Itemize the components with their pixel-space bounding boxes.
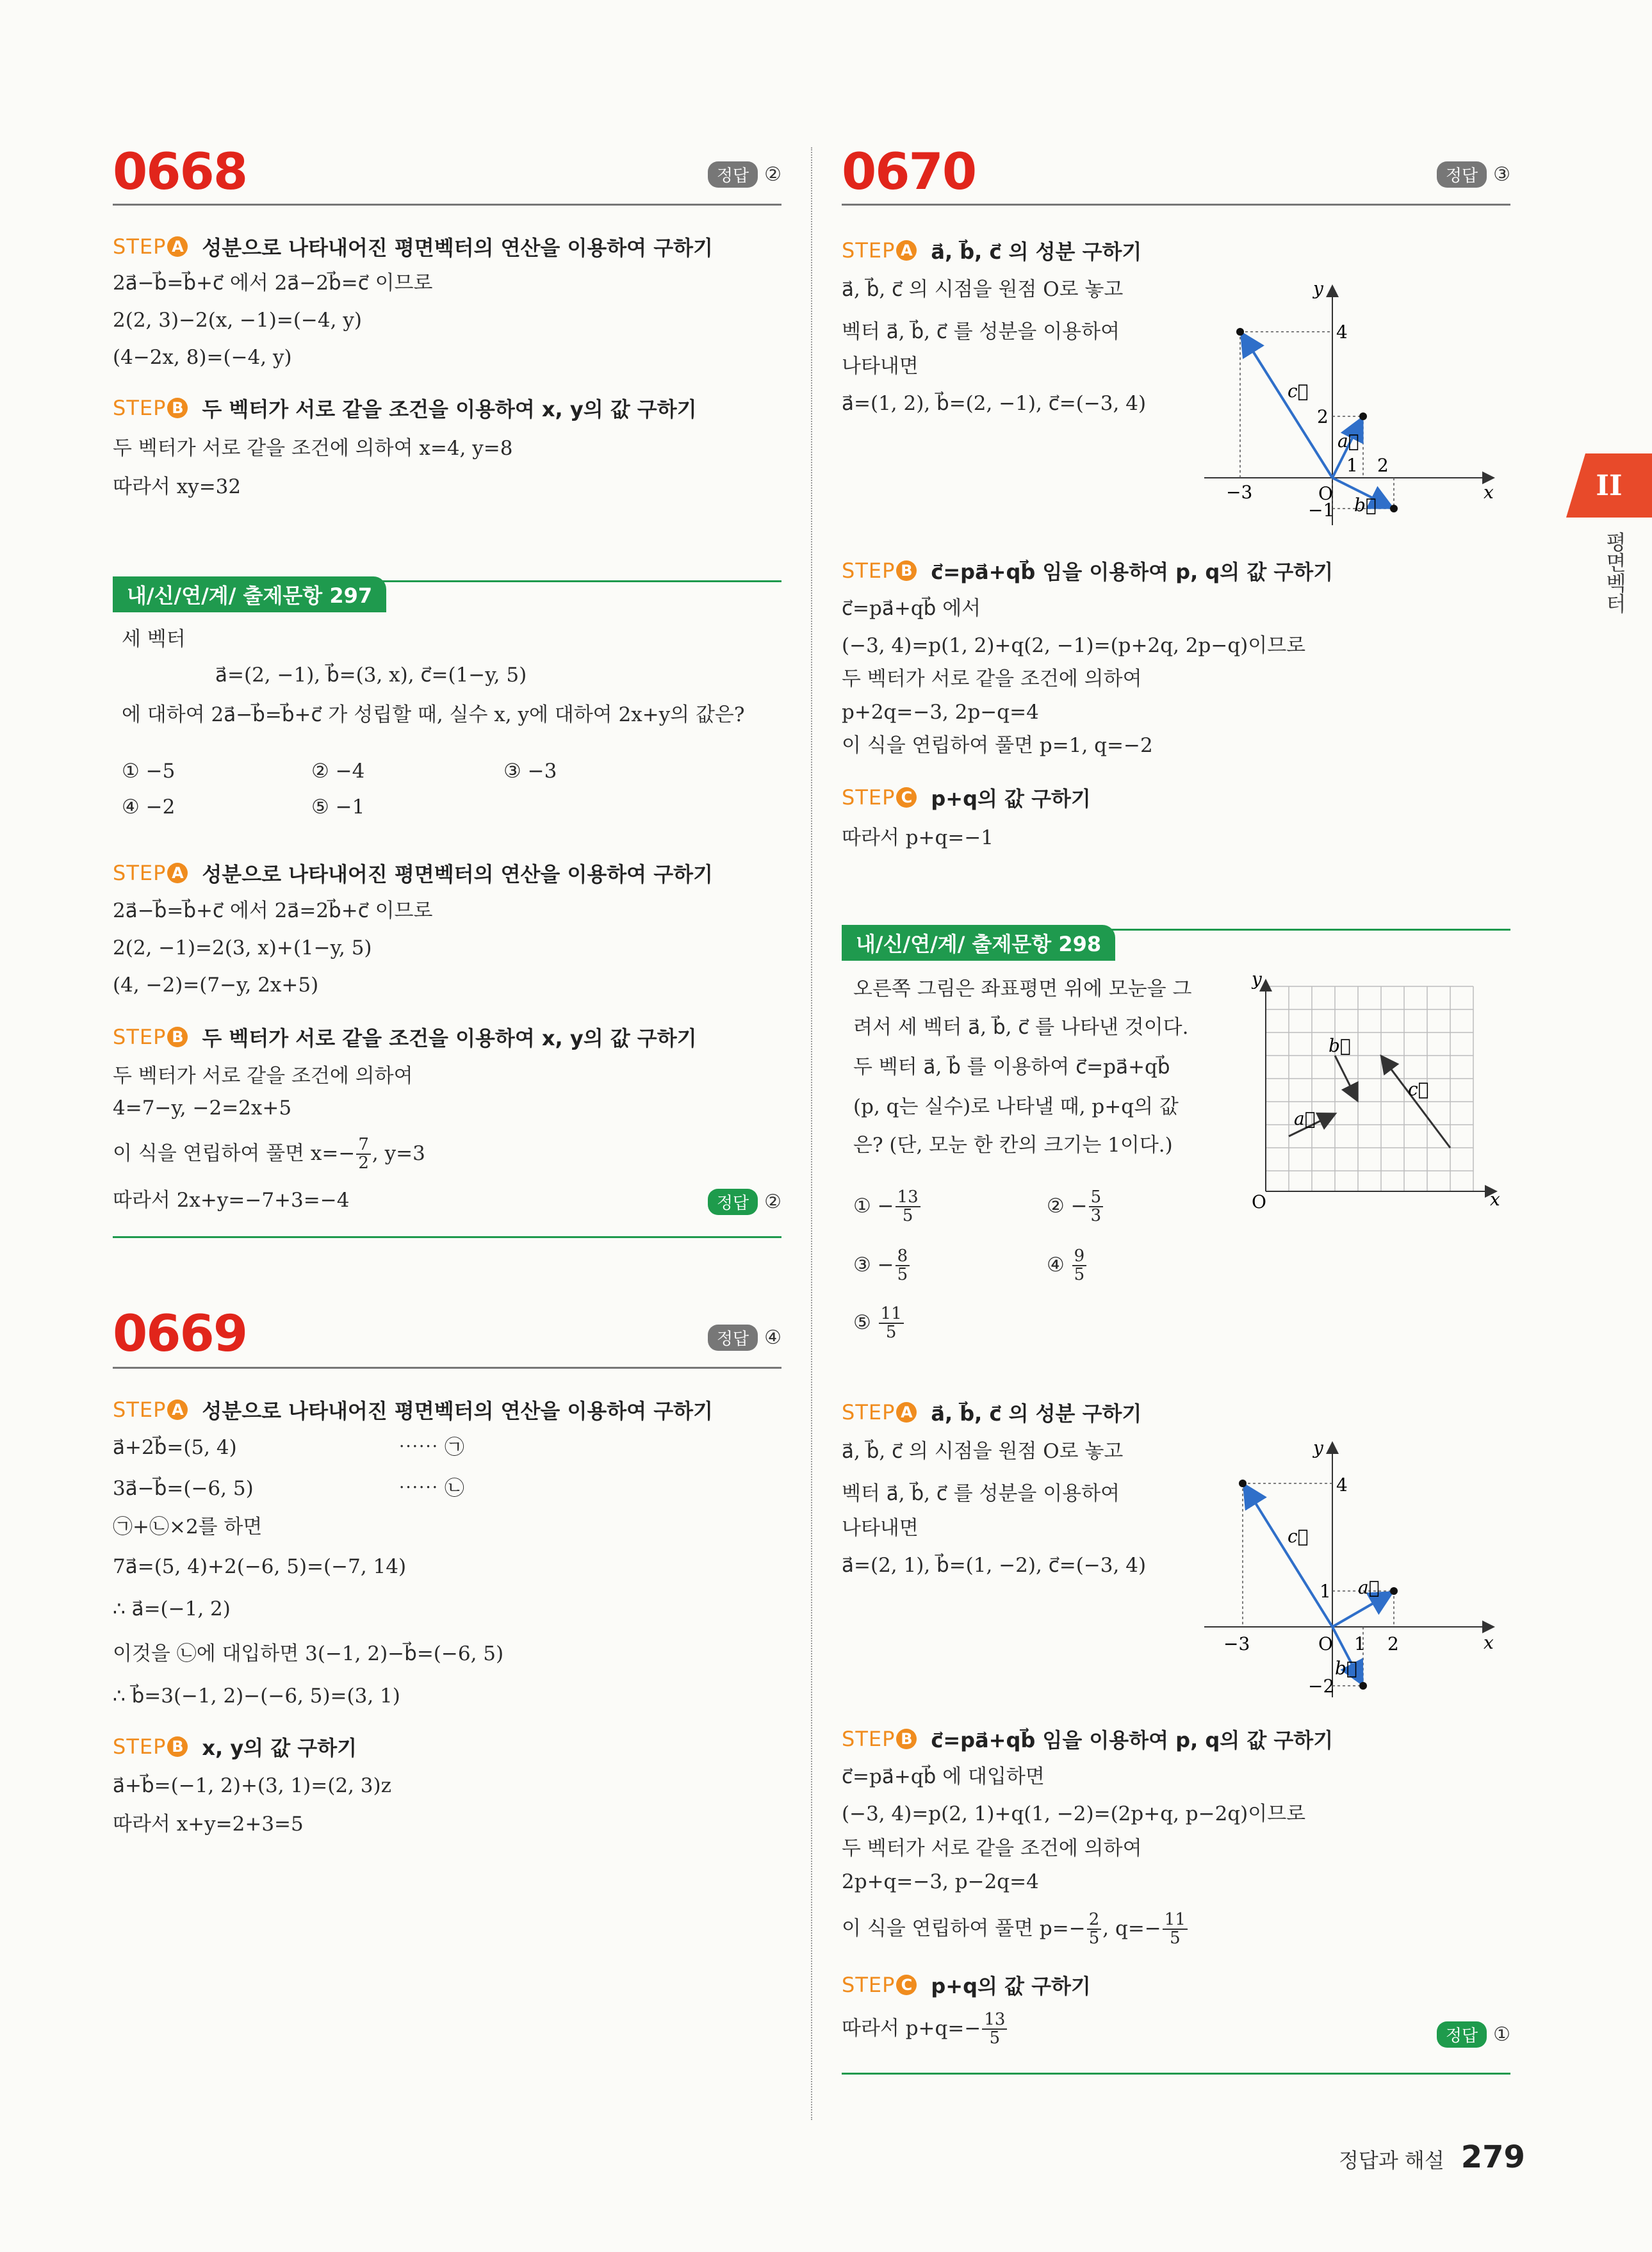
step-label: STEP xyxy=(842,238,896,263)
question-line: 오른쪽 그림은 좌표평면 위에 모눈을 그 xyxy=(853,977,1192,1000)
answer-value: ① xyxy=(1493,2023,1510,2046)
choice-4[interactable]: ④ −2 xyxy=(122,796,176,819)
step-b xyxy=(842,556,1333,585)
step-letter: A xyxy=(167,236,188,257)
step-a xyxy=(842,236,1141,265)
choice-2[interactable] xyxy=(1047,1189,1104,1225)
tick-label: 4 xyxy=(1336,322,1348,343)
question-line: 두 벡터 a⃗, b⃗ 를 이용하여 c⃗=pa⃗+qb⃗ xyxy=(853,1056,1170,1079)
chapter-label: 평면벡터 xyxy=(1603,532,1627,614)
step-label: STEP xyxy=(113,1398,167,1422)
point xyxy=(1390,505,1398,512)
step-label: STEP xyxy=(113,1025,167,1049)
choice-3[interactable]: ③ −3 xyxy=(503,760,557,783)
step-letter: A xyxy=(167,863,188,883)
solution-line: a⃗=(2, 1), b⃗=(1, −2), c⃗=(−3, 4) xyxy=(842,1554,1147,1577)
solution-line: 따라서 p+q=−1 xyxy=(842,826,994,849)
answer-value: ② xyxy=(764,163,781,186)
sign: − xyxy=(1070,1194,1088,1218)
answer-value: ③ xyxy=(1493,163,1510,186)
step-label: STEP xyxy=(842,559,896,583)
step-label: STEP xyxy=(842,1973,896,1997)
choice-5[interactable]: ⑤ −1 xyxy=(311,796,365,819)
numerator: 13 xyxy=(982,2011,1007,2030)
tick-label: 4 xyxy=(1336,1474,1348,1496)
fraction xyxy=(356,1136,371,1173)
origin-label: O xyxy=(1318,1633,1333,1654)
vector-a-label: a⃗ xyxy=(1294,1108,1316,1129)
step-title: 성분으로 나타내어진 평면벡터의 연산을 이용하여 구하기 xyxy=(202,1399,713,1423)
step-letter: C xyxy=(896,1975,917,1995)
choice-1[interactable]: ① −5 xyxy=(122,760,176,783)
step-letter: B xyxy=(896,1729,917,1749)
step-letter: A xyxy=(896,1402,917,1423)
question-line: 려서 세 벡터 a⃗, b⃗, c⃗ 를 나타낸 것이다. xyxy=(853,1016,1189,1039)
tick-label: 1 xyxy=(1320,1581,1331,1602)
x-label: x xyxy=(1484,482,1494,503)
step-title: p+q의 값 구하기 xyxy=(931,787,1091,811)
y-label: y xyxy=(1313,278,1323,299)
step-title: c⃗=pa⃗+qb⃗ 임을 이용하여 p, q의 값 구하기 xyxy=(931,1728,1334,1752)
problem-number: 0668 xyxy=(113,143,247,201)
tick-label: 2 xyxy=(1377,455,1389,476)
solution-line xyxy=(842,2011,1008,2048)
step-letter: B xyxy=(167,1027,188,1047)
denominator: 5 xyxy=(1074,1265,1085,1285)
chapter-tab[interactable]: II xyxy=(1566,453,1652,518)
tick-label: 1 xyxy=(1354,1633,1366,1654)
solution-line: a⃗=(1, 2), b⃗=(2, −1), c⃗=(−3, 4) xyxy=(842,392,1147,415)
solution-line: c⃗=pa⃗+qb⃗ 에 대입하면 xyxy=(842,1765,1045,1788)
solution-line: a⃗+2b⃗=(5, 4) xyxy=(113,1436,237,1459)
title-rule xyxy=(113,1367,781,1369)
solution-line: 따라서 2x+y=−7+3=−4 xyxy=(113,1189,350,1212)
step-title: c⃗=pa⃗+qb⃗ 임을 이용하여 p, q의 값 구하기 xyxy=(931,560,1334,584)
tick-label: −3 xyxy=(1223,1633,1250,1654)
fraction xyxy=(1163,1911,1188,1948)
numerator: 7 xyxy=(356,1136,371,1155)
answer-tag: 정답 xyxy=(1437,2021,1487,2048)
step-label: STEP xyxy=(113,861,167,885)
step-a xyxy=(842,1398,1141,1427)
vector-b-label: b⃗ xyxy=(1335,1658,1357,1679)
numerator: 5 xyxy=(1089,1189,1104,1207)
denominator: 5 xyxy=(1170,1929,1181,1948)
solution-line: 두 벡터가 서로 같을 조건에 의하여 xyxy=(842,1837,1142,1860)
step-a xyxy=(113,1395,713,1424)
vector-a-label: a⃗ xyxy=(1358,1577,1380,1598)
step-label: STEP xyxy=(113,234,167,259)
point xyxy=(1359,412,1367,420)
fraction xyxy=(1089,1189,1104,1225)
problem-number: 0670 xyxy=(842,143,976,201)
denominator: 2 xyxy=(358,1154,369,1173)
fraction xyxy=(1072,1248,1087,1284)
solution-line: ∴ a⃗=(−1, 2) xyxy=(113,1597,231,1620)
solution-line: p+2q=−3, 2p−q=4 xyxy=(842,701,1039,724)
step-letter: A xyxy=(896,240,917,261)
step-b xyxy=(113,1022,697,1052)
vector-b-label: b⃗ xyxy=(1354,494,1377,516)
numerator: 11 xyxy=(1163,1911,1188,1930)
step-title: x, y의 값 구하기 xyxy=(202,1736,357,1760)
step-c xyxy=(842,1970,1091,2000)
tick-label: −1 xyxy=(1308,500,1335,521)
section-end-rule xyxy=(842,2073,1510,2075)
text: 이 식을 연립하여 풀면 p=− xyxy=(842,1916,1086,1940)
answer-badge xyxy=(1437,161,1510,188)
answer-tag: 정답 xyxy=(708,161,758,188)
section-end-rule xyxy=(113,1236,781,1238)
text: , y=3 xyxy=(372,1141,425,1165)
vector-c xyxy=(1245,1487,1332,1627)
step-title: 성분으로 나타내어진 평면벡터의 연산을 이용하여 구하기 xyxy=(202,862,713,886)
answer-value: ④ xyxy=(764,1326,781,1349)
solution-line: (−3, 4)=p(1, 2)+q(2, −1)=(p+2q, 2p−q)이므로 xyxy=(842,634,1306,657)
vector-graph-0670 xyxy=(1198,275,1505,532)
step-letter: A xyxy=(167,1399,188,1420)
step-label: STEP xyxy=(842,785,896,810)
choice-mark: ① xyxy=(853,1194,871,1218)
solution-line: 2a⃗−b⃗=b⃗+c⃗ 에서 2a⃗=2b⃗+c⃗ 이므로 xyxy=(113,899,433,922)
x-label: x xyxy=(1484,1632,1494,1653)
equation-mark: ⋯⋯ ㉡ xyxy=(398,1477,464,1500)
problem-number: 0669 xyxy=(113,1305,247,1363)
solution-line: 이 식을 연립하여 풀면 p=1, q=−2 xyxy=(842,734,1153,757)
denominator: 5 xyxy=(989,2028,1001,2048)
solution-line xyxy=(113,1136,425,1173)
solution-line: 2(2, −1)=2(3, x)+(1−y, 5) xyxy=(113,936,372,959)
vector-b xyxy=(1335,1056,1357,1099)
vector-a-label: a⃗ xyxy=(1337,430,1359,452)
solution-line: 2(2, 3)−2(x, −1)=(−4, y) xyxy=(113,309,362,332)
step-label: STEP xyxy=(842,1400,896,1424)
fraction xyxy=(1087,1911,1102,1948)
fraction xyxy=(879,1305,904,1342)
choice-mark: ④ xyxy=(1047,1253,1065,1277)
solution-line: 4=7−y, −2=2x+5 xyxy=(113,1097,292,1120)
answer-tag: 정답 xyxy=(1437,161,1487,188)
origin-label: O xyxy=(1252,1191,1266,1211)
tick-label: −3 xyxy=(1226,482,1253,503)
step-title: 성분으로 나타내어진 평면벡터의 연산을 이용하여 구하기 xyxy=(202,236,713,260)
vector-c xyxy=(1382,1057,1450,1148)
answer-tag: 정답 xyxy=(708,1189,758,1215)
solution-line: ∴ b⃗=3(−1, 2)−(−6, 5)=(3, 1) xyxy=(113,1685,400,1708)
choice-3[interactable] xyxy=(853,1248,911,1284)
step-letter: C xyxy=(896,787,917,808)
solution-line: 두 벡터가 서로 같을 조건에 의하여 x=4, y=8 xyxy=(113,437,513,460)
point xyxy=(1239,1480,1247,1487)
solution-line: 이것을 ㉡에 대입하면 3(−1, 2)−b⃗=(−6, 5) xyxy=(113,1642,504,1665)
step-b xyxy=(113,393,697,423)
solution-line: (−3, 4)=p(2, 1)+q(1, −2)=(2p+q, p−2q)이므로 xyxy=(842,1802,1306,1825)
answer-badge xyxy=(708,1325,781,1351)
tick-label: 2 xyxy=(1317,406,1329,427)
step-title: a⃗, b⃗, c⃗ 의 성분 구하기 xyxy=(931,1401,1142,1426)
y-label: y xyxy=(1313,1437,1323,1458)
choice-mark: ② xyxy=(1047,1194,1065,1218)
step-a xyxy=(113,232,713,261)
solution-line: a⃗, b⃗, c⃗ 의 시점을 원점 O로 놓고 xyxy=(842,278,1124,301)
question-line: a⃗=(2, −1), b⃗=(3, x), c⃗=(1−y, 5) xyxy=(215,664,527,687)
step-title: a⃗, b⃗, c⃗ 의 성분 구하기 xyxy=(931,240,1142,264)
fraction xyxy=(982,2011,1007,2048)
solution-line: 따라서 xy=32 xyxy=(113,475,241,498)
y-label: y xyxy=(1252,974,1262,990)
answer-badge xyxy=(708,161,781,188)
text: 따라서 p+q=− xyxy=(842,2016,981,2040)
solution-line: 두 벡터가 서로 같을 조건에 의하여 xyxy=(842,667,1142,690)
origin-label: O xyxy=(1318,483,1333,504)
question-line: 에 대하여 2a⃗−b⃗=b⃗+c⃗ 가 성립할 때, 실수 x, y에 대하여 2x+y의 값은? xyxy=(122,703,745,726)
choice-1[interactable] xyxy=(853,1189,922,1225)
step-label: STEP xyxy=(113,1734,167,1759)
choice-2[interactable]: ② −4 xyxy=(311,760,365,783)
step-c xyxy=(842,783,1091,812)
numerator: 9 xyxy=(1072,1248,1087,1266)
step-letter: B xyxy=(167,398,188,418)
step-letter: B xyxy=(896,560,917,581)
vector-c-label: c⃗ xyxy=(1288,380,1309,402)
sign: − xyxy=(877,1253,894,1277)
step-title: 두 벡터가 서로 같을 조건을 이용하여 x, y의 값 구하기 xyxy=(202,397,697,421)
solution-line: ㉠+㉡×2를 하면 xyxy=(113,1515,263,1538)
vector-c-label: c⃗ xyxy=(1408,1079,1429,1100)
x-label: x xyxy=(1490,1189,1500,1210)
solution-line: 2p+q=−3, p−2q=4 xyxy=(842,1870,1039,1893)
title-rule xyxy=(113,204,781,206)
step-b xyxy=(842,1724,1333,1754)
text: 이 식을 연립하여 풀면 x=− xyxy=(113,1141,356,1165)
solution-line: 3a⃗−b⃗=(−6, 5) xyxy=(113,1477,254,1500)
tick-label: −2 xyxy=(1308,1676,1335,1697)
solution-line: (4−2x, 8)=(−4, y) xyxy=(113,346,292,369)
answer-badge xyxy=(1437,2021,1510,2048)
step-label: STEP xyxy=(113,396,167,420)
page-footer xyxy=(1339,2139,1525,2175)
question-line: (p, q는 실수)로 나타낼 때, p+q의 값 xyxy=(853,1095,1179,1118)
fraction xyxy=(896,1248,910,1284)
fraction xyxy=(896,1189,920,1225)
vector-graph-298 xyxy=(1198,1435,1505,1704)
vector-a xyxy=(1332,1594,1390,1627)
vector-c-label: c⃗ xyxy=(1288,1526,1309,1547)
solution-line: 나타내면 xyxy=(842,1517,919,1540)
footer-text: 정답과 해설 xyxy=(1339,2148,1444,2173)
solution-line: a⃗+b⃗=(−1, 2)+(3, 1)=(2, 3)z xyxy=(113,1774,391,1797)
solution-line: 나타내면 xyxy=(842,355,919,378)
equation-mark: ⋯⋯ ㉠ xyxy=(398,1436,464,1459)
question-line: 은? (단, 모눈 한 칸의 크기는 1이다.) xyxy=(853,1134,1173,1157)
solution-line: 두 벡터가 서로 같을 조건에 의하여 xyxy=(113,1065,413,1088)
denominator: 3 xyxy=(1090,1206,1102,1226)
denominator: 5 xyxy=(897,1265,908,1285)
solution-line: 따라서 x+y=2+3=5 xyxy=(113,1813,304,1836)
choice-mark: ⑤ xyxy=(853,1310,871,1334)
solution-line: 벡터 a⃗, b⃗, c⃗ 를 성분을 이용하여 xyxy=(842,1482,1120,1505)
step-b xyxy=(113,1732,357,1761)
denominator: 5 xyxy=(902,1206,913,1226)
grid-figure-298 xyxy=(1252,974,1508,1211)
step-a xyxy=(113,858,713,888)
answer-badge xyxy=(708,1189,781,1215)
vector-b-label: b⃗ xyxy=(1329,1035,1351,1056)
solution-line: (4, −2)=(7−y, 2x+5) xyxy=(113,974,319,997)
step-label: STEP xyxy=(842,1727,896,1751)
choice-5[interactable] xyxy=(853,1305,905,1342)
answer-tag: 정답 xyxy=(708,1325,758,1351)
linked-problem-banner: 내/신/연/계/ 출제문항 298 xyxy=(842,925,1115,961)
solution-line: a⃗, b⃗, c⃗ 의 시점을 원점 O로 놓고 xyxy=(842,1440,1124,1463)
title-rule xyxy=(842,204,1510,206)
tick-label: 1 xyxy=(1346,455,1358,476)
numerator: 2 xyxy=(1087,1911,1102,1930)
question-line: 세 벡터 xyxy=(122,628,186,651)
denominator: 5 xyxy=(1088,1929,1100,1948)
solution-line: 2a⃗−b⃗=b⃗+c⃗ 에서 2a⃗−2b⃗=c⃗ 이므로 xyxy=(113,272,433,295)
answer-value: ② xyxy=(764,1191,781,1213)
solution-line: c⃗=pa⃗+qb⃗ 에서 xyxy=(842,597,981,620)
point xyxy=(1236,328,1244,336)
step-title: 두 벡터가 서로 같을 조건을 이용하여 x, y의 값 구하기 xyxy=(202,1026,697,1050)
numerator: 11 xyxy=(879,1305,904,1324)
solution-line xyxy=(842,1911,1189,1948)
step-title: p+q의 값 구하기 xyxy=(931,1974,1091,1998)
sign: − xyxy=(877,1194,894,1218)
denominator: 5 xyxy=(885,1323,897,1342)
step-letter: B xyxy=(167,1736,188,1757)
solution-line: 벡터 a⃗, b⃗, c⃗ 를 성분을 이용하여 xyxy=(842,320,1120,343)
linked-problem-banner: 내/신/연/계/ 출제문항 297 xyxy=(113,576,386,612)
point xyxy=(1359,1682,1367,1690)
choice-mark: ③ xyxy=(853,1253,871,1277)
solution-line: 7a⃗=(5, 4)+2(−6, 5)=(−7, 14) xyxy=(113,1555,407,1578)
choice-4[interactable] xyxy=(1047,1248,1088,1284)
page-number: 279 xyxy=(1460,2139,1525,2175)
column-divider xyxy=(811,147,812,2120)
tick-label: 2 xyxy=(1387,1633,1399,1654)
point xyxy=(1390,1587,1398,1595)
numerator: 13 xyxy=(896,1189,920,1207)
numerator: 8 xyxy=(896,1248,910,1266)
text: , q=− xyxy=(1102,1916,1161,1940)
